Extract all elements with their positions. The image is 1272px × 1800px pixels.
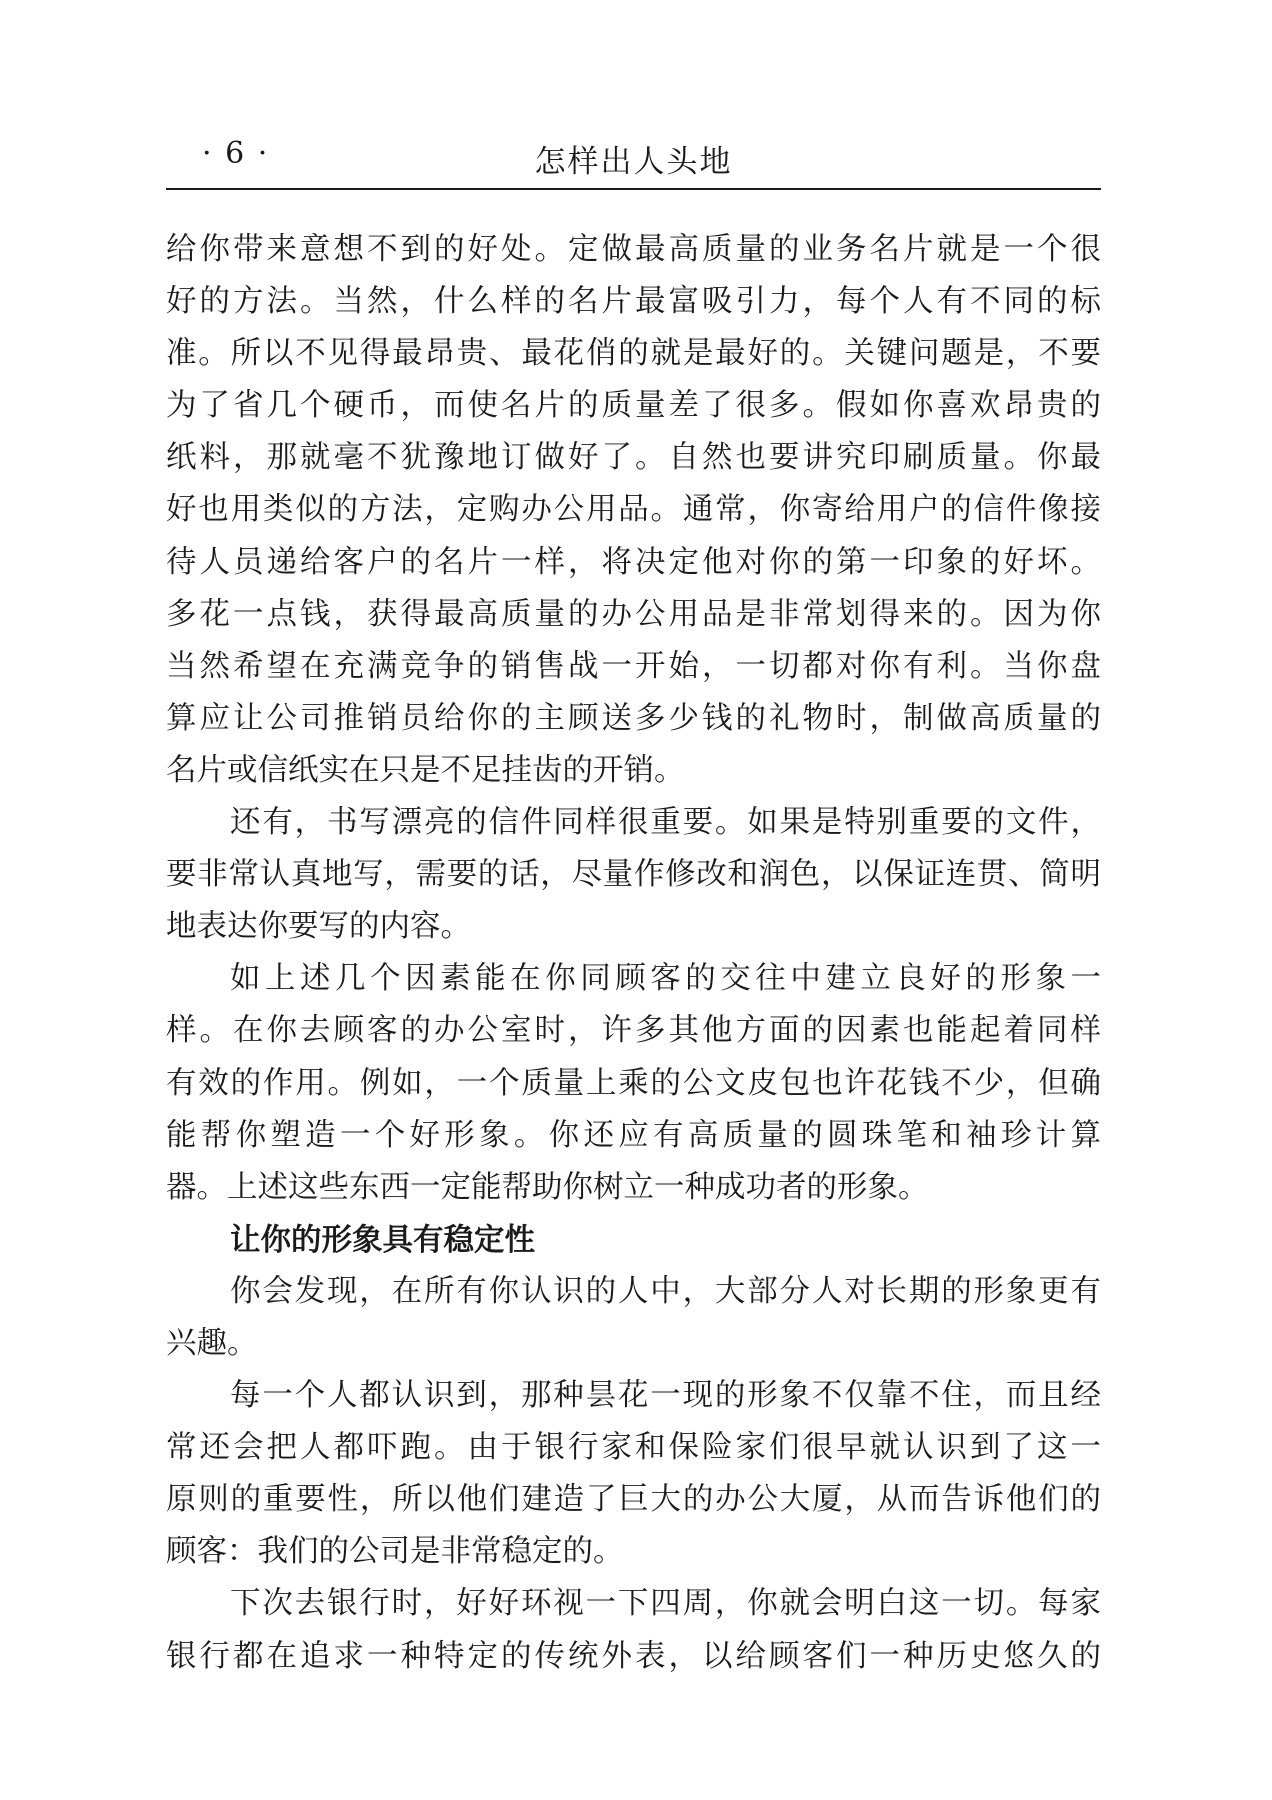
text-line: 多花一点钱，获得最高质量的办公用品是非常划得来的。因为你 bbox=[166, 596, 1101, 632]
paragraph-first-line: 你会发现，在所有你认识的人中，大部分人对长期的形象更有 bbox=[230, 1273, 1101, 1309]
text-line: 要非常认真地写，需要的话，尽量作修改和润色，以保证连贯、简明 bbox=[166, 857, 1101, 893]
text-line: 为了省几个硬币，而使名片的质量差了很多。假如你喜欢昂贵的 bbox=[166, 388, 1101, 424]
header-rule bbox=[166, 188, 1101, 190]
text-line: 有效的作用。例如，一个质量上乘的公文皮包也许花钱不少，但确 bbox=[166, 1065, 1101, 1101]
text-line: 常还会把人都吓跑。由于银行家和保险家们很早就认识到了这一 bbox=[166, 1430, 1101, 1466]
text-line: 兴趣。 bbox=[166, 1325, 258, 1361]
text-line: 名片或信纸实在只是不足挂齿的开销。 bbox=[166, 752, 685, 788]
paragraph-first-line: 还有，书写漂亮的信件同样很重要。如果是特别重要的文件， bbox=[230, 805, 1101, 841]
paragraph-first-line: 如上述几个因素能在你同顾客的交往中建立良好的形象一 bbox=[230, 961, 1101, 997]
text-line: 原则的重要性，所以他们建造了巨大的办公大厦，从而告诉他们的 bbox=[166, 1482, 1101, 1518]
text-line: 待人员递给客户的名片一样，将决定他对你的第一印象的好坏。 bbox=[166, 544, 1101, 580]
body-text bbox=[166, 224, 1101, 1683]
text-line: 器。上述这些东西一定能帮助你树立一种成功者的形象。 bbox=[166, 1169, 929, 1205]
text-line: 好也用类似的方法，定购办公用品。通常，你寄给用户的信件像接 bbox=[166, 492, 1101, 528]
paragraph-first-line: 每一个人都认识到，那种昙花一现的形象不仅靠不住，而且经 bbox=[230, 1378, 1101, 1414]
text-line: 能帮你塑造一个好形象。你还应有高质量的圆珠笔和袖珍计算 bbox=[166, 1117, 1101, 1153]
running-header bbox=[166, 132, 1101, 184]
text-line: 样。在你去顾客的办公室时，许多其他方面的因素也能起着同样 bbox=[166, 1013, 1101, 1049]
text-line: 地表达你要写的内容。 bbox=[166, 909, 471, 945]
paragraph-first-line: 下次去银行时，好好环视一下四周，你就会明白这一切。每家 bbox=[230, 1586, 1101, 1622]
text-line: 顾客：我们的公司是非常稳定的。 bbox=[166, 1534, 624, 1570]
text-line: 算应让公司推销员给你的主顾送多少钱的礼物时，制做高质量的 bbox=[166, 700, 1101, 736]
text-line: 给你带来意想不到的好处。定做最高质量的业务名片就是一个很 bbox=[166, 232, 1101, 267]
text-line: 准。所以不见得最昂贵、最花俏的就是最好的。关键问题是，不要 bbox=[166, 336, 1101, 372]
text-line: 好的方法。当然，什么样的名片最富吸引力，每个人有不同的标 bbox=[166, 284, 1101, 320]
text-line: 纸料，那就毫不犹豫地订做好了。自然也要讲究印刷质量。你最 bbox=[166, 440, 1101, 476]
book-title: 怎样出人头地 bbox=[534, 144, 733, 180]
text-line: 当然希望在充满竞争的销售战一开始，一切都对你有利。当你盘 bbox=[166, 648, 1101, 684]
section-heading: 让你的形象具有稳定性 bbox=[230, 1221, 535, 1258]
text-line: 银行都在追求一种特定的传统外表，以给顾客们一种历史悠久的 bbox=[166, 1638, 1101, 1674]
page-number: · 6 · bbox=[202, 136, 270, 171]
